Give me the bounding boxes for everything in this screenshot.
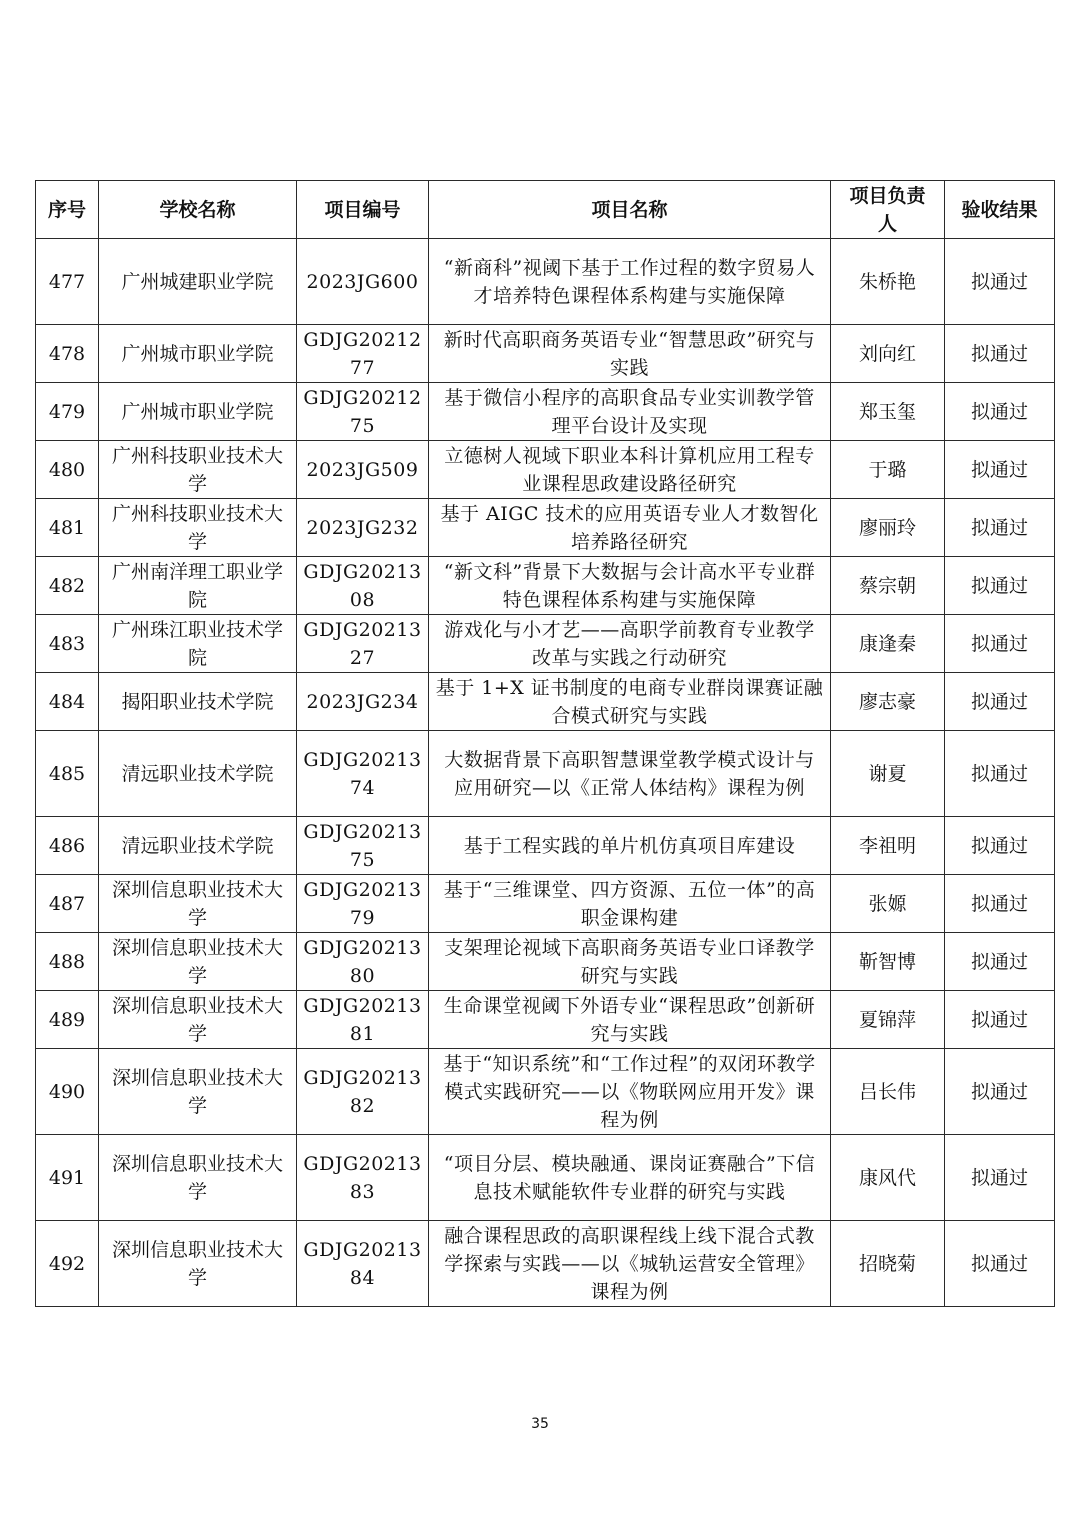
cell-title: 融合课程思政的高职课程线上线下混合式教学探索与实践——以《城轨运营安全管理》课程为例: [429, 1221, 831, 1307]
cell-no: 483: [36, 615, 99, 673]
cell-no: 477: [36, 239, 99, 325]
table-row: [36, 875, 1055, 933]
cell-code: GDJG2021380: [297, 933, 429, 991]
cell-leader: 蔡宗朝: [831, 557, 945, 615]
table-row: [36, 933, 1055, 991]
cell-no: 484: [36, 673, 99, 731]
cell-no: 486: [36, 817, 99, 875]
cell-code: GDJG2021381: [297, 991, 429, 1049]
cell-code: 2023JG232: [297, 499, 429, 557]
cell-result: 拟通过: [945, 1135, 1055, 1221]
cell-result: 拟通过: [945, 441, 1055, 499]
cell-title: 大数据背景下高职智慧课堂教学模式设计与应用研究—以《正常人体结构》课程为例: [429, 731, 831, 817]
header-school: 学校名称: [99, 181, 297, 239]
cell-code: 2023JG509: [297, 441, 429, 499]
cell-code: GDJG2021327: [297, 615, 429, 673]
cell-title: 立德树人视域下职业本科计算机应用工程专业课程思政建设路径研究: [429, 441, 831, 499]
cell-result: 拟通过: [945, 817, 1055, 875]
cell-title: 基于工程实践的单片机仿真项目库建设: [429, 817, 831, 875]
cell-title: 生命课堂视阈下外语专业“课程思政”创新研究与实践: [429, 991, 831, 1049]
header-code: 项目编号: [297, 181, 429, 239]
header-no: 序号: [36, 181, 99, 239]
cell-result: 拟通过: [945, 383, 1055, 441]
cell-leader: 郑玉玺: [831, 383, 945, 441]
cell-result: 拟通过: [945, 615, 1055, 673]
cell-no: 481: [36, 499, 99, 557]
cell-leader: 康风代: [831, 1135, 945, 1221]
cell-result: 拟通过: [945, 991, 1055, 1049]
cell-school: 广州南洋理工职业学院: [99, 557, 297, 615]
cell-school: 广州珠江职业技术学院: [99, 615, 297, 673]
cell-school: 深圳信息职业技术大学: [99, 1221, 297, 1307]
cell-title: 基于“三维课堂、四方资源、五位一体”的高职金课构建: [429, 875, 831, 933]
cell-result: 拟通过: [945, 325, 1055, 383]
cell-school: 深圳信息职业技术大学: [99, 875, 297, 933]
page-number: 35: [531, 1416, 549, 1432]
cell-code: GDJG2021277: [297, 325, 429, 383]
cell-title: 游戏化与小才艺——高职学前教育专业教学改革与实践之行动研究: [429, 615, 831, 673]
cell-title: 基于微信小程序的高职食品专业实训教学管理平台设计及实现: [429, 383, 831, 441]
cell-title: 基于“知识系统”和“工作过程”的双闭环教学模式实践研究——以《物联网应用开发》课程为例: [429, 1049, 831, 1135]
cell-title: “新文科”背景下大数据与会计高水平专业群特色课程体系构建与实施保障: [429, 557, 831, 615]
table-row: [36, 673, 1055, 731]
cell-no: 490: [36, 1049, 99, 1135]
cell-no: 482: [36, 557, 99, 615]
cell-no: 489: [36, 991, 99, 1049]
cell-result: 拟通过: [945, 499, 1055, 557]
cell-result: 拟通过: [945, 239, 1055, 325]
table-row: [36, 991, 1055, 1049]
cell-no: 478: [36, 325, 99, 383]
cell-school: 广州城市职业学院: [99, 383, 297, 441]
cell-school: 清远职业技术学院: [99, 731, 297, 817]
table-row: [36, 441, 1055, 499]
results-table: [35, 180, 1055, 1307]
cell-no: 480: [36, 441, 99, 499]
table-row: [36, 1221, 1055, 1307]
table-row: [36, 1135, 1055, 1221]
cell-leader: 刘向红: [831, 325, 945, 383]
cell-title: “项目分层、模块融通、课岗证赛融合”下信息技术赋能软件专业群的研究与实践: [429, 1135, 831, 1221]
cell-code: GDJG2021275: [297, 383, 429, 441]
table-row: [36, 1049, 1055, 1135]
cell-code: GDJG2021384: [297, 1221, 429, 1307]
cell-code: GDJG2021374: [297, 731, 429, 817]
header-result: 验收结果: [945, 181, 1055, 239]
table-header-row: [36, 181, 1055, 239]
cell-no: 492: [36, 1221, 99, 1307]
cell-leader: 谢夏: [831, 731, 945, 817]
table-row: [36, 383, 1055, 441]
cell-result: 拟通过: [945, 933, 1055, 991]
cell-no: 491: [36, 1135, 99, 1221]
table-row: [36, 557, 1055, 615]
cell-school: 深圳信息职业技术大学: [99, 1049, 297, 1135]
cell-school: 清远职业技术学院: [99, 817, 297, 875]
cell-result: 拟通过: [945, 731, 1055, 817]
cell-title: “新商科”视阈下基于工作过程的数字贸易人才培养特色课程体系构建与实施保障: [429, 239, 831, 325]
cell-code: GDJG2021383: [297, 1135, 429, 1221]
table-row: [36, 499, 1055, 557]
cell-result: 拟通过: [945, 673, 1055, 731]
cell-school: 广州城市职业学院: [99, 325, 297, 383]
cell-result: 拟通过: [945, 1049, 1055, 1135]
cell-leader: 张嫄: [831, 875, 945, 933]
header-title: 项目名称: [429, 181, 831, 239]
table-row: [36, 239, 1055, 325]
table-row: [36, 615, 1055, 673]
cell-leader: 招晓菊: [831, 1221, 945, 1307]
cell-school: 广州科技职业技术大学: [99, 441, 297, 499]
cell-title: 新时代高职商务英语专业“智慧思政”研究与实践: [429, 325, 831, 383]
cell-no: 487: [36, 875, 99, 933]
table-row: [36, 817, 1055, 875]
cell-no: 488: [36, 933, 99, 991]
cell-result: 拟通过: [945, 1221, 1055, 1307]
cell-leader: 于璐: [831, 441, 945, 499]
cell-leader: 夏锦萍: [831, 991, 945, 1049]
cell-school: 广州城建职业学院: [99, 239, 297, 325]
cell-leader: 廖志豪: [831, 673, 945, 731]
cell-school: 深圳信息职业技术大学: [99, 933, 297, 991]
cell-school: 揭阳职业技术学院: [99, 673, 297, 731]
cell-no: 485: [36, 731, 99, 817]
cell-code: GDJG2021375: [297, 817, 429, 875]
cell-result: 拟通过: [945, 557, 1055, 615]
cell-leader: 朱桥艳: [831, 239, 945, 325]
cell-code: GDJG2021379: [297, 875, 429, 933]
table-row: [36, 731, 1055, 817]
cell-leader: 康逢秦: [831, 615, 945, 673]
cell-leader: 李祖明: [831, 817, 945, 875]
cell-title: 基于 1+X 证书制度的电商专业群岗课赛证融合模式研究与实践: [429, 673, 831, 731]
cell-code: 2023JG600: [297, 239, 429, 325]
cell-title: 支架理论视域下高职商务英语专业口译教学研究与实践: [429, 933, 831, 991]
cell-title: 基于 AIGC 技术的应用英语专业人才数智化培养路径研究: [429, 499, 831, 557]
table-body: [36, 239, 1055, 1307]
cell-code: 2023JG234: [297, 673, 429, 731]
cell-leader: 廖丽玲: [831, 499, 945, 557]
cell-school: 深圳信息职业技术大学: [99, 1135, 297, 1221]
cell-school: 广州科技职业技术大学: [99, 499, 297, 557]
cell-no: 479: [36, 383, 99, 441]
cell-code: GDJG2021308: [297, 557, 429, 615]
cell-code: GDJG2021382: [297, 1049, 429, 1135]
cell-leader: 靳智博: [831, 933, 945, 991]
table-row: [36, 325, 1055, 383]
header-leader: 项目负责人: [831, 181, 945, 239]
cell-school: 深圳信息职业技术大学: [99, 991, 297, 1049]
cell-leader: 吕长伟: [831, 1049, 945, 1135]
cell-result: 拟通过: [945, 875, 1055, 933]
